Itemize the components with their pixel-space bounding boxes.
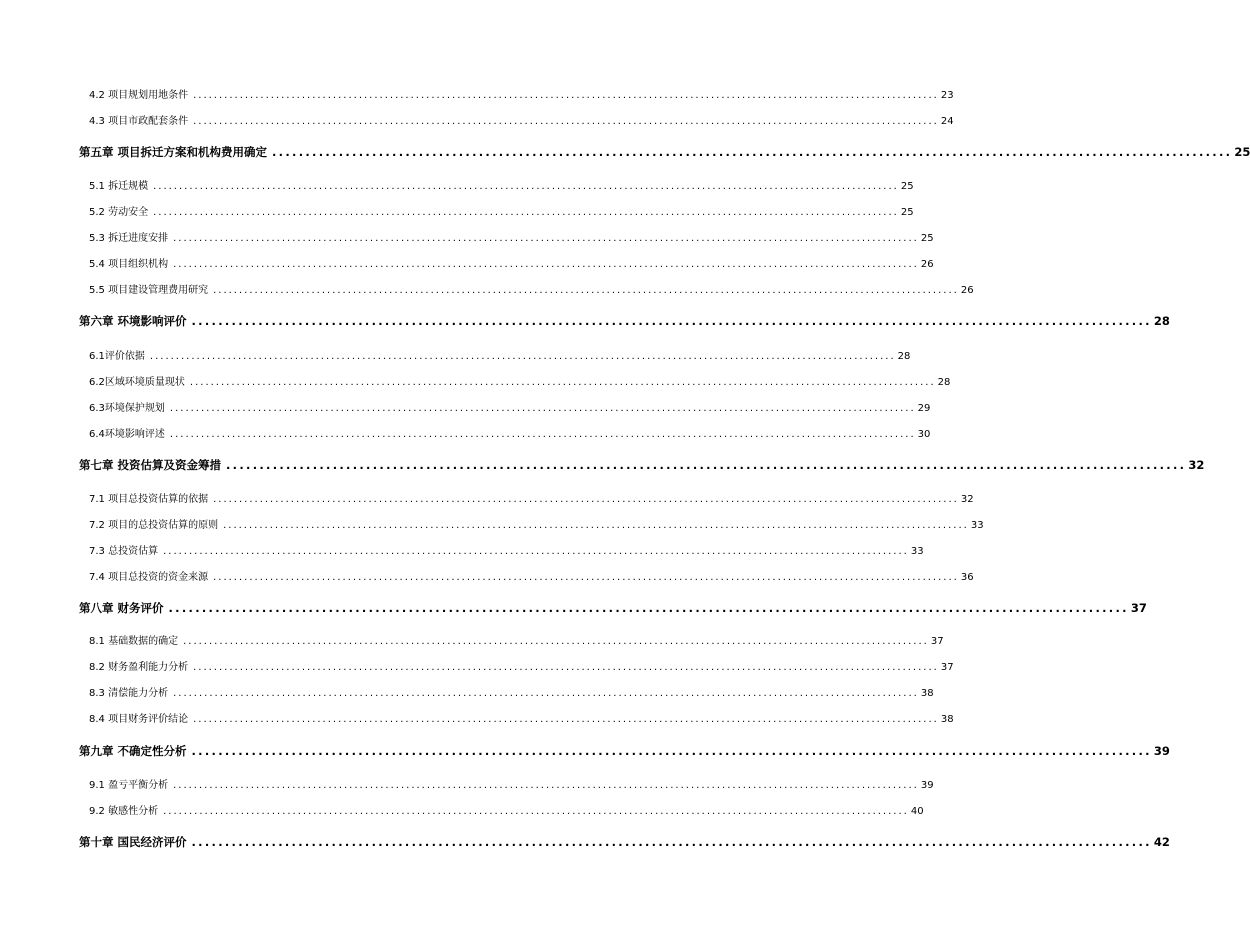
toc-dot-leader: ................................................................................................................................................ [191, 835, 1152, 849]
toc-dot-leader: ................................................................................................................................................ [189, 377, 936, 388]
toc-entry-chapter[interactable] [79, 743, 1170, 759]
toc-dot-leader: ................................................................................................................................................ [163, 546, 909, 557]
toc-entry-title: 4.2 项目规划用地条件 [89, 90, 189, 101]
toc-page-number: 28 [937, 377, 951, 388]
toc-dot-leader: ................................................................................................................................................ [183, 636, 929, 647]
toc-entry-section[interactable] [89, 658, 954, 673]
toc-entry-section[interactable] [89, 425, 931, 440]
toc-dot-leader: ................................................................................................................................................ [153, 207, 899, 218]
toc-dot-leader: ................................................................................................................................................ [272, 145, 1233, 159]
toc-dot-leader: ................................................................................................................................................ [191, 314, 1152, 328]
toc-entry-title: 9.1 盈亏平衡分析 [89, 780, 169, 791]
toc-page-number: 38 [940, 714, 954, 725]
toc-entry-title: 5.2 劳动安全 [89, 207, 149, 218]
toc-entry-title: 5.1 拆迁规模 [89, 181, 149, 192]
toc-entry-section[interactable] [89, 112, 954, 127]
toc-entry-title: 9.2 敏感性分析 [89, 806, 159, 817]
toc-page-number: 39 [920, 780, 934, 791]
toc-entry-title: 8.3 清偿能力分析 [89, 688, 169, 699]
toc-entry-title: 5.5 项目建设管理费用研究 [89, 285, 209, 296]
toc-page-number: 36 [960, 572, 974, 583]
toc-page-number: 32 [1188, 458, 1205, 472]
toc-page-number: 37 [930, 636, 944, 647]
toc-entry-section[interactable] [89, 86, 954, 101]
toc-entry-title: 7.2 项目的总投资估算的原则 [89, 520, 219, 531]
toc-page-number: 28 [897, 351, 911, 362]
toc-dot-leader: ................................................................................................................................................ [173, 780, 919, 791]
toc-entry-title: 7.4 项目总投资的资金来源 [89, 572, 209, 583]
toc-entry-title: 6.1评价依据 [89, 351, 145, 362]
toc-page-number: 25 [1234, 145, 1250, 159]
toc-entry-section[interactable] [89, 632, 944, 647]
toc-entry-section[interactable] [89, 710, 954, 725]
toc-page-number: 32 [960, 494, 974, 505]
toc-entry-section[interactable] [89, 490, 974, 505]
toc-dot-leader: ................................................................................................................................................ [223, 520, 969, 531]
toc-entry-section[interactable] [89, 568, 974, 583]
toc-page-number: 25 [920, 233, 934, 244]
toc-entry-section[interactable] [89, 373, 951, 388]
toc-entry-section[interactable] [89, 399, 931, 414]
toc-dot-leader: ................................................................................................................................................ [173, 259, 919, 270]
toc-entry-title: 7.1 项目总投资估算的依据 [89, 494, 209, 505]
toc-entry-title: 4.3 项目市政配套条件 [89, 116, 189, 127]
toc-entry-title: 8.2 财务盈利能力分析 [89, 662, 189, 673]
toc-entry-section[interactable] [89, 177, 914, 192]
toc-dot-leader: ................................................................................................................................................ [169, 429, 916, 440]
toc-entry-title: 6.2区域环境质量现状 [89, 377, 185, 388]
toc-dot-leader: ................................................................................................................................................ [193, 90, 939, 101]
toc-page-number: 26 [960, 285, 974, 296]
toc-entry-section[interactable] [89, 684, 934, 699]
toc-page-number: 30 [917, 429, 931, 440]
toc-dot-leader: ................................................................................................................................................ [163, 806, 909, 817]
toc-page-number: 33 [970, 520, 984, 531]
toc-page-number: 29 [917, 403, 931, 414]
toc-page-number: 25 [900, 207, 914, 218]
toc-entry-title: 5.3 拆迁进度安排 [89, 233, 169, 244]
toc-entry-section[interactable] [89, 347, 911, 362]
toc-entry-title: 8.4 项目财务评价结论 [89, 714, 189, 725]
toc-page-number: 38 [920, 688, 934, 699]
toc-entry-section[interactable] [89, 542, 924, 557]
toc-dot-leader: ................................................................................................................................................ [213, 494, 959, 505]
toc-dot-leader: ................................................................................................................................................ [193, 116, 939, 127]
toc-entry-chapter[interactable] [79, 600, 1147, 616]
toc-entry-section[interactable] [89, 229, 934, 244]
toc-page-number: 40 [910, 806, 924, 817]
toc-entry-chapter[interactable] [79, 144, 1250, 160]
toc-dot-leader: ................................................................................................................................................ [213, 572, 959, 583]
toc-dot-leader: ................................................................................................................................................ [173, 233, 919, 244]
toc-entry-section[interactable] [89, 281, 974, 296]
toc-dot-leader: ................................................................................................................................................ [149, 351, 896, 362]
toc-page-number: 25 [900, 181, 914, 192]
toc-entry-title: 第五章 项目拆迁方案和机构费用确定 [79, 145, 268, 159]
toc-entry-chapter[interactable] [79, 457, 1205, 473]
toc-entry-section[interactable] [89, 203, 914, 218]
toc-entry-chapter[interactable] [79, 834, 1170, 850]
toc-entry-title: 第八章 财务评价 [79, 601, 164, 615]
toc-entry-section[interactable] [89, 255, 934, 270]
toc-entry-title: 第六章 环境影响评价 [79, 314, 187, 328]
toc-dot-leader: ................................................................................................................................................ [153, 181, 899, 192]
toc-entry-chapter[interactable] [79, 313, 1170, 329]
toc-dot-leader: ................................................................................................................................................ [193, 662, 939, 673]
toc-entry-title: 第七章 投资估算及资金筹措 [79, 458, 222, 472]
toc-entry-title: 6.3环境保护规划 [89, 403, 165, 414]
toc-page-number: 39 [1153, 744, 1170, 758]
toc-entry-title: 5.4 项目组织机构 [89, 259, 169, 270]
toc-entry-title: 第九章 不确定性分析 [79, 744, 187, 758]
toc-entry-title: 6.4环境影响评述 [89, 429, 165, 440]
toc-page-number: 42 [1153, 835, 1170, 849]
toc-dot-leader: ................................................................................................................................................ [168, 601, 1129, 615]
toc-page-number: 23 [940, 90, 954, 101]
toc-page-number: 28 [1153, 314, 1170, 328]
toc-dot-leader: ................................................................................................................................................ [193, 714, 939, 725]
toc-dot-leader: ................................................................................................................................................ [173, 688, 919, 699]
toc-entry-section[interactable] [89, 516, 984, 531]
toc-entry-title: 8.1 基础数据的确定 [89, 636, 179, 647]
toc-page-number: 26 [920, 259, 934, 270]
toc-page-number: 37 [1130, 601, 1147, 615]
toc-dot-leader: ................................................................................................................................................ [213, 285, 959, 296]
toc-dot-leader: ................................................................................................................................................ [226, 458, 1187, 472]
toc-entry-section[interactable] [89, 776, 934, 791]
toc-page-number: 33 [910, 546, 924, 557]
toc-page-number: 37 [940, 662, 954, 673]
toc-entry-title: 7.3 总投资估算 [89, 546, 159, 557]
toc-page-number: 24 [940, 116, 954, 127]
toc-dot-leader: ................................................................................................................................................ [191, 744, 1152, 758]
toc-entry-title: 第十章 国民经济评价 [79, 835, 187, 849]
toc-dot-leader: ................................................................................................................................................ [169, 403, 916, 414]
toc-entry-section[interactable] [89, 802, 924, 817]
